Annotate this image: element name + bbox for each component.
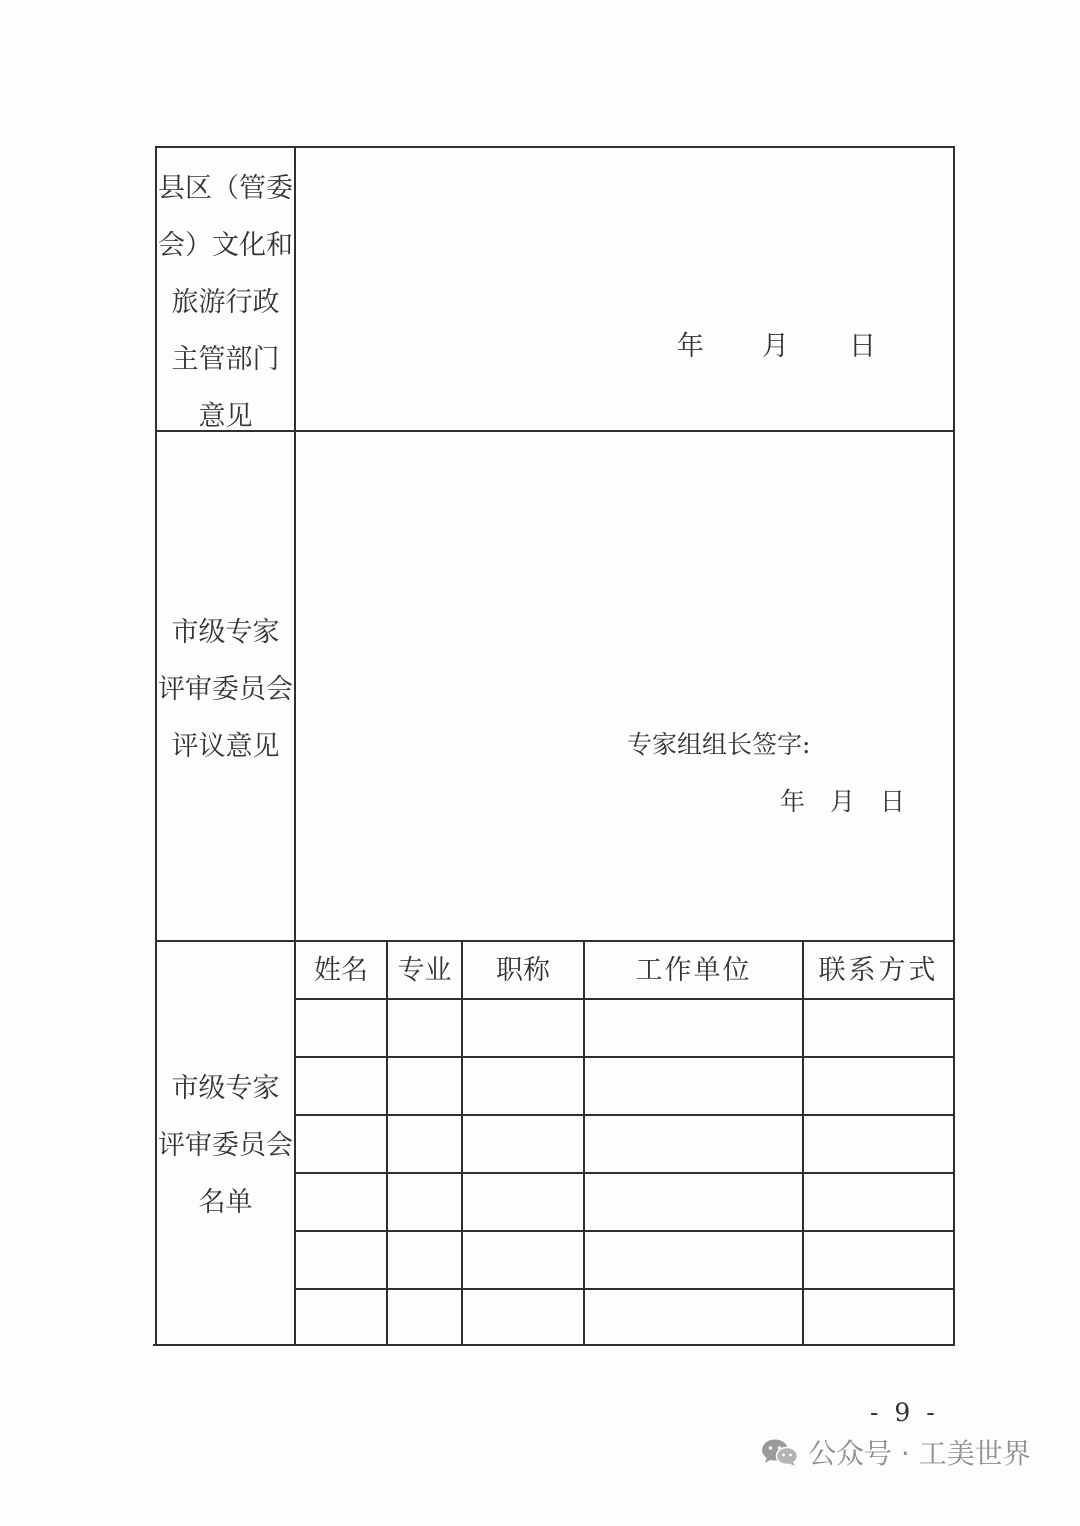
date-year: 年 <box>780 787 806 816</box>
wechat-icon <box>760 1437 800 1467</box>
table-row[interactable] <box>296 1058 953 1114</box>
table-row[interactable] <box>296 1232 953 1288</box>
wechat-watermark <box>760 1432 1031 1472</box>
county-opinion-label <box>157 160 294 445</box>
table-bottom-border <box>153 1344 953 1346</box>
label-line: 县区（管委 <box>158 173 293 204</box>
label-line: 评审委员会 <box>158 1130 293 1161</box>
label-line: 主管部门 <box>171 344 280 375</box>
page-number: - 9 - <box>870 1398 939 1427</box>
county-opinion-field[interactable] <box>296 148 953 430</box>
label-line: 意见 <box>198 401 253 432</box>
label-line: 评议意见 <box>171 731 280 762</box>
label-line: 评审委员会 <box>158 674 293 705</box>
watermark-text: 公众号 · 工美世界 <box>808 1437 1031 1470</box>
expert-list-label <box>157 1060 294 1231</box>
column-header-name: 姓名 <box>314 955 368 986</box>
column-header-major: 专业 <box>397 955 452 986</box>
date-month: 月 <box>830 787 856 816</box>
label-line: 市级专家 <box>171 1073 280 1104</box>
label-line: 会）文化和 <box>158 230 293 261</box>
section-divider-2 <box>155 940 955 942</box>
label-line: 名单 <box>198 1187 253 1218</box>
date-month: 月 <box>762 331 789 362</box>
column-header-workplace: 工作单位 <box>635 955 752 986</box>
expert-opinion-label <box>157 604 294 775</box>
date-day: 日 <box>880 787 906 816</box>
label-line: 旅游行政 <box>171 287 280 318</box>
column-header-title: 职称 <box>496 955 550 986</box>
date-year: 年 <box>677 331 704 362</box>
table-row[interactable] <box>296 1116 953 1172</box>
expert-opinion-field[interactable] <box>296 432 953 940</box>
column-header-contact: 联系方式 <box>818 955 939 986</box>
table-row[interactable] <box>296 1174 953 1230</box>
date-day: 日 <box>849 331 876 362</box>
table-right-border <box>953 146 955 1346</box>
table-row[interactable] <box>296 1290 953 1344</box>
signature-label: 专家组组长签字: <box>627 730 811 759</box>
table-row[interactable] <box>296 1000 953 1056</box>
label-line: 市级专家 <box>171 617 280 648</box>
